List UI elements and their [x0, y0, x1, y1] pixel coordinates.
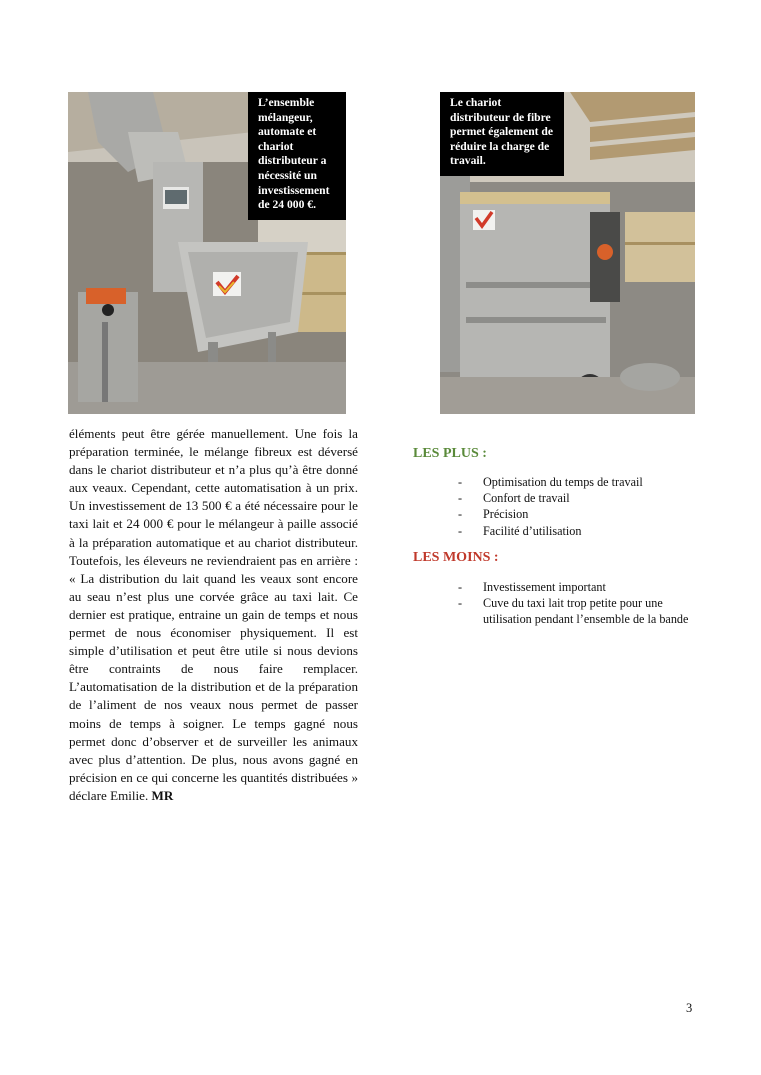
- plus-item-text: Optimisation du temps de travail: [483, 475, 643, 489]
- moins-list: [456, 579, 697, 628]
- plus-item-text: Confort de travail: [483, 491, 570, 506]
- plus-list: [456, 474, 697, 539]
- moins-heading: LES MOINS :: [413, 550, 499, 565]
- plus-item: [456, 474, 697, 490]
- plus-heading: LES PLUS :: [413, 446, 487, 461]
- bullet-dash: -: [458, 580, 463, 594]
- moins-item-text: Cuve du taxi lait trop petite pour une utilisation pendant l’ensemble de la bande: [483, 596, 689, 627]
- photo-caption-left: L’ensemble mélangeur, automate et chariot distributeur a nécessité un investissement de 24 000 €.: [248, 92, 346, 220]
- article-body: [69, 425, 358, 805]
- moins-item: [456, 595, 697, 627]
- bullet-dash: -: [458, 507, 463, 522]
- plus-item: [456, 523, 697, 539]
- author-signature: MR: [151, 787, 174, 803]
- plus-item: [456, 490, 697, 506]
- moins-item: [456, 579, 697, 595]
- bullet-dash: -: [458, 475, 463, 489]
- bullet-dash: -: [458, 491, 463, 506]
- moins-item-text: Investissement important: [483, 580, 606, 594]
- plus-item-text: Précision: [483, 507, 529, 522]
- plus-item: [456, 506, 697, 522]
- bullet-dash: -: [458, 596, 463, 611]
- bullet-dash: -: [458, 523, 463, 538]
- plus-item-text: Facilité d’utilisation: [483, 523, 582, 538]
- photo-caption-right: Le chariot distributeur de fibre permet également de réduire la charge de travail.: [440, 92, 564, 176]
- page-number: 3: [686, 1001, 693, 1015]
- article-text: éléments peut être gérée manuellement. Une fois la préparation terminée, le mélange fibreux est déversé dans le chariot distributeur et n’a plus qu’à être donné aux veaux. Cependant, cette automatisation à un prix. Un investissement de 13 500 € a été nécessaire pour le taxi lait et 24 000 € pour le mélangeur à paille associé à la préparation automatique et au chariot distributeur. Toutefois, les éleveurs ne reviendraient pas en arrière : « La distribution du lait quand les veaux sont encore au seau n’est plus une corvée grâce au taxi lait. Ce dernier est pratique, entraine un gain de temps et nous permet de nous économiser physiquement. Il est simple d’utilisation et peut être utile si nous devions être contraints de nous faire remplacer. L’automatisation de la distribution et de la préparation de l’aliment de nos veaux nous permet de passer moins de temps à soigner. Le temps gagné nous permet donc d’observer et de surveiller les animaux avec plus d’attention. De plus, nous avons gagné en précision en ce qui concerne les quantités distribuées » déclare Emilie.: [69, 426, 358, 803]
